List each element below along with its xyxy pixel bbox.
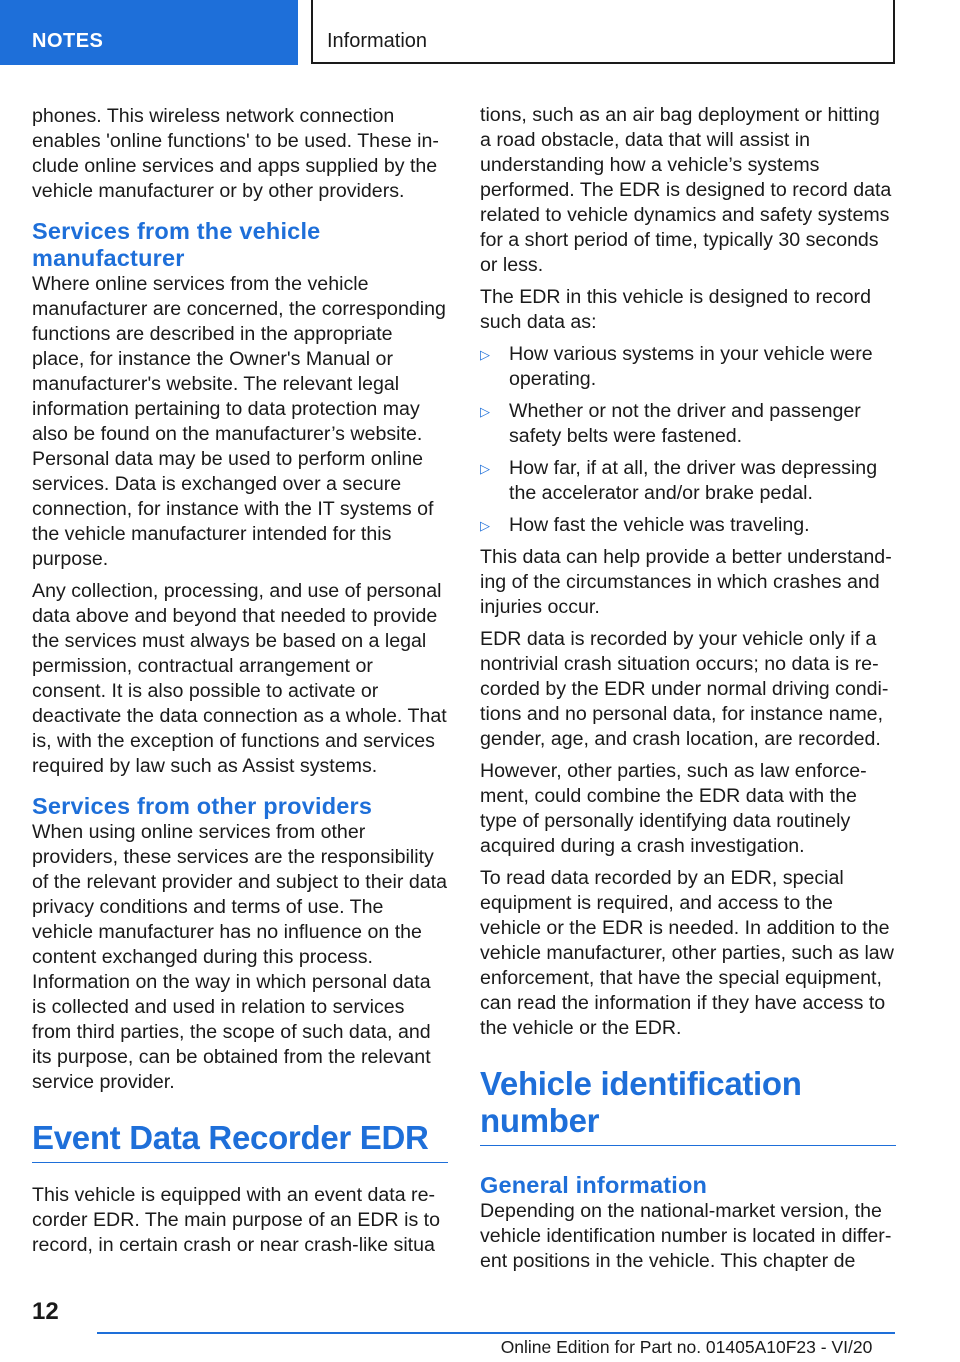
subheading-services-manufacturer: Services from the vehicle manufacturer (32, 218, 321, 271)
heading-event-data-recorder: Event Data Recorder EDR (32, 1119, 448, 1163)
list-item-text: How various systems in your vehicle were operating. (509, 343, 873, 390)
paragraph: Any collection, processing, and use of personal data above and beyond that needed to provide the services must always be based on a legal permission, contractual arrangement or consent. It is also possible to activate or deactivate the data connection as a whole. That is, with the exception of functions and services required by law such as Assist systems. (32, 580, 447, 777)
paragraph: The EDR in this vehicle is designed to record such data as: (480, 286, 871, 333)
footer-edition-text: Online Edition for Part no. 01405A10F23 - VI/20 (500, 1337, 873, 1357)
paragraph: However, other parties, such as law enforcement, could combine the EDR data with the type of personally identifying data routinely acquired during a crash investigation. (480, 760, 867, 857)
right-column (480, 103, 896, 1281)
triangle-bullet-icon: ▷ (480, 404, 490, 419)
list-item-text: How fast the vehicle was traveling. (509, 514, 810, 536)
list-item-text: How far, if at all, the driver was depressing the accelerator and/or brake pedal. (509, 457, 878, 504)
chapter-tab-information: Information (311, 0, 895, 64)
section-tab-notes: NOTES (0, 0, 298, 65)
paragraph: This data can help provide a better understanding of the circumstances in which crashes and injuries occur. (480, 546, 892, 618)
list-item (480, 456, 896, 506)
paragraph: tions, such as an air bag deployment or hitting a road obstacle, data that will assist in understanding how a vehicle’s systems performed. The EDR is designed to record data related to vehicle dynamics and safety systems for a short period of time, typically 30 seconds or less. (480, 104, 892, 276)
paragraph: When using online services from other providers, these services are the responsibility of the relevant provider and subject to their data privacy conditions and terms of use. The vehicle manufacturer has no influence on the content exchanged during this process. Information on the way in which personal data is collected and used in relation to services from third parties, the scope of such data, and its purpose, can be obtained from the relevant service provider. (32, 821, 447, 1093)
paragraph: Where online services from the vehicle manufacturer are concerned, the corresponding functions are described in the appropriate place, for instance the Owner's Manual or manufacturer's website. The relevant legal information pertaining to data protection may also be found on the manufacturer’s website. Personal data may be used to perform online services. Data is exchanged over a secure connection, for instance with the IT systems of the vehicle manufacturer intended for this purpose. (32, 273, 446, 570)
paragraph: To read data recorded by an EDR, special equipment is required, and access to the vehicle or the EDR is needed. In addition to the vehicle manufacturer, other parties, such as law enforcement, that have the special equipment, can read the information if they have access to the vehicle or the EDR. (480, 867, 894, 1039)
list-item (480, 513, 896, 538)
subheading-services-providers: Services from other providers (32, 793, 373, 819)
paragraph: Depending on the national-market version, the vehicle identification number is located in different positions in the vehicle. This chapter de (480, 1200, 892, 1272)
heading-vehicle-identification-number: Vehicle identification number (480, 1065, 896, 1146)
list-item-text: Whether or not the driver and passenger safety belts were fastened. (509, 400, 861, 447)
left-column (32, 104, 448, 1265)
triangle-bullet-icon: ▷ (480, 518, 490, 533)
edr-data-list (480, 342, 896, 538)
subheading-general-information: General information (480, 1172, 708, 1198)
triangle-bullet-icon: ▷ (480, 461, 490, 476)
paragraph: EDR data is recorded by your vehicle only if a nontrivial crash situation occurs; no data is recorded by the EDR under normal driving conditions and no personal data, for instance name, gender, age, and crash location, are recorded. (480, 628, 889, 750)
page-number: 12 (32, 1298, 59, 1325)
triangle-bullet-icon: ▷ (480, 347, 490, 362)
paragraph: This vehicle is equipped with an event data recorder EDR. The main purpose of an EDR is to record, in certain crash or near crash-like situa (32, 1184, 441, 1256)
paragraph: phones. This wireless network connection enables 'online functions' to be used. These include online services and apps supplied by the vehicle manufacturer or by other providers. (32, 105, 439, 202)
list-item (480, 399, 896, 449)
list-item (480, 342, 896, 392)
